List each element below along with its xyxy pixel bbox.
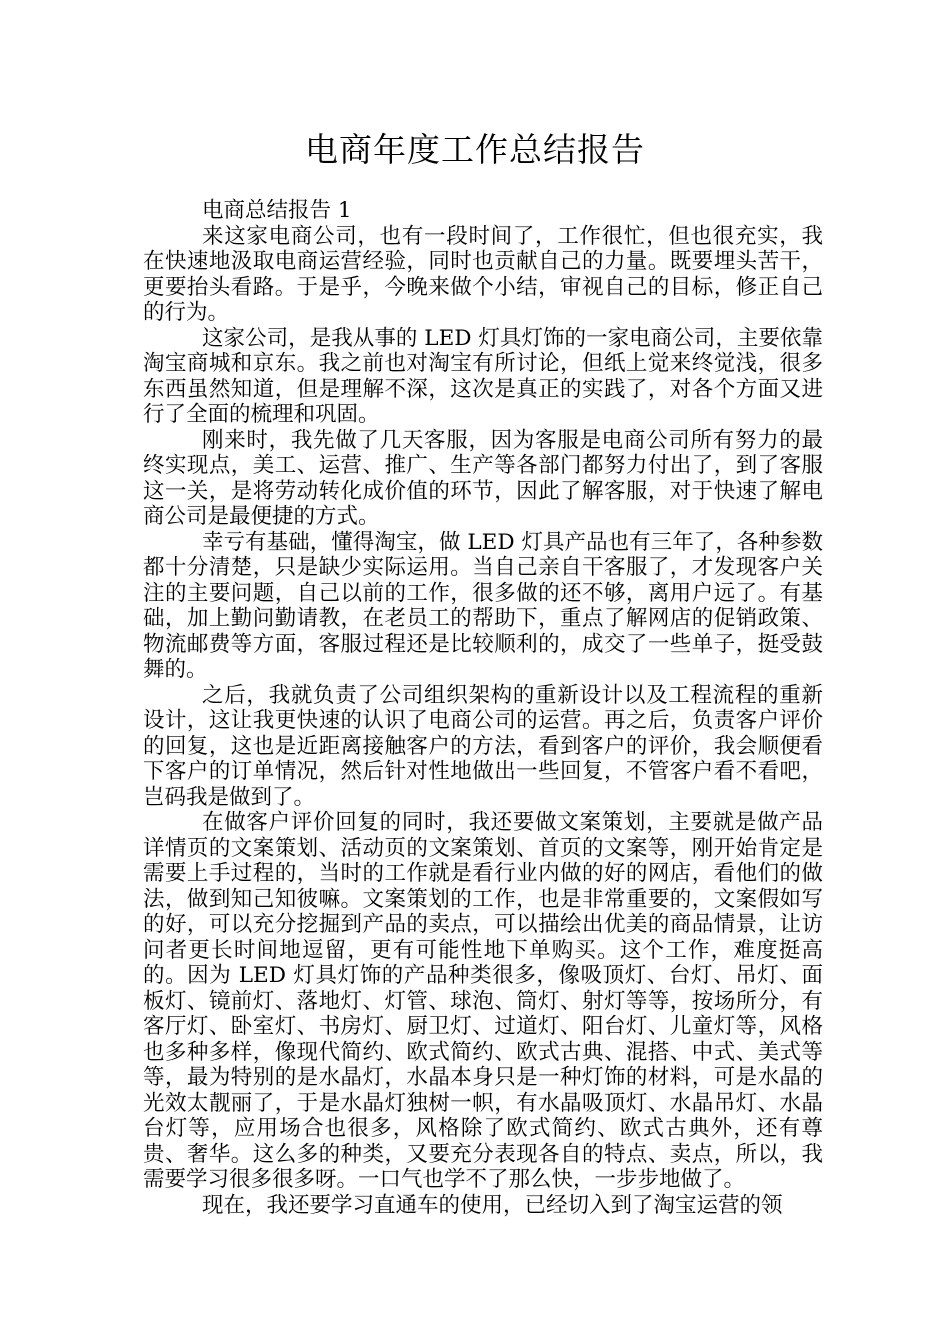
document-body xyxy=(143,198,823,1218)
paragraph-6: 在做客户评价回复的同时，我还要做文案策划，主要就是做产品详情页的文案策划、活动页的文案策划、首页的文案等，刚开始肯定是需要上手过程的，当时的工作就是看行业内做的好的网店，看他们的做法，做到知己知彼嘛。文案策划的工作，也是非常重要的，文案假如写的好，可以充分挖掘到产品的卖点，可以描绘出优美的商品情景，让访问者更长时间地逗留，更有可能性地下单购买。这个工作，难度挺高的。因为 LED 灯具灯饰的产品种类很多，像吸顶灯、台灯、吊灯、面板灯、镜前灯、落地灯、灯管、球泡、筒灯、射灯等等，按场所分，有客厅灯、卧室灯、书房灯、厨卫灯、过道灯、阳台灯、儿童灯等，风格也多种多样，像现代简约、欧式简约、欧式古典、混搭、中式、美式等等，最为特别的是水晶灯，水晶本身只是一种灯饰的材料，可是水晶的光效太靓丽了，于是水晶灯独树一帜，有水晶吸顶灯、水晶吊灯、水晶台灯等，应用场合也很多，风格除了欧式简约、欧式古典外，还有尊贵、奢华。这么多的种类，又要充分表现各自的特点、卖点，所以，我需要学习很多很多呀。一口气也学不了那么快，一步步地做了。 xyxy=(143,810,823,1192)
paragraph-5: 之后，我就负责了公司组织架构的重新设计以及工程流程的重新设计，这让我更快速的认识了电商公司的运营。再之后，负责客户评价的回复，这也是近距离接触客户的方法，看到客户的评价，我会顺便看下客户的订单情况，然后针对性地做出一些回复，不管客户看不看吧，岂码我是做到了。 xyxy=(143,682,823,810)
paragraph-2: 这家公司，是我从事的 LED 灯具灯饰的一家电商公司，主要依靠淘宝商城和京东。我之前也对淘宝有所讨论，但纸上觉来终觉浅，很多东西虽然知道，但是理解不深，这次是真正的实践了，对各个方面又进行了全面的梳理和巩固。 xyxy=(143,325,823,427)
paragraph-4: 幸亏有基础，懂得淘宝，做 LED 灯具产品也有三年了，各种参数都十分清楚，只是缺少实际运用。当自己亲自干客服了，才发现客户关注的主要问题，自己以前的工作，很多做的还不够，离用户远了。有基础，加上勤问勤请教，在老员工的帮助下，重点了解网店的促销政策、物流邮费等方面，客服过程还是比较顺利的，成交了一些单子，挺受鼓舞的。 xyxy=(143,529,823,682)
paragraph-1: 来这家电商公司，也有一段时间了，工作很忙，但也很充实，我在快速地汲取电商运营经验，同时也贡献自己的力量。既要埋头苦干，更要抬头看路。于是乎，今晚来做个小结，审视自己的目标，修正自己的行为。 xyxy=(143,223,823,325)
paragraph-7: 现在，我还要学习直通车的使用，已经切入到了淘宝运营的领 xyxy=(202,1192,783,1218)
paragraph-3: 刚来时，我先做了几天客服，因为客服是电商公司所有努力的最终实现点，美工、运营、推广、生产等各部门都努力付出了，到了客服这一关，是将劳动转化成价值的环节，因此了解客服，对于快速了解电商公司是最便捷的方式。 xyxy=(143,427,823,529)
document-title: 电商年度工作总结报告 xyxy=(305,130,645,169)
section-heading: 电商总结报告 1 xyxy=(202,198,352,223)
